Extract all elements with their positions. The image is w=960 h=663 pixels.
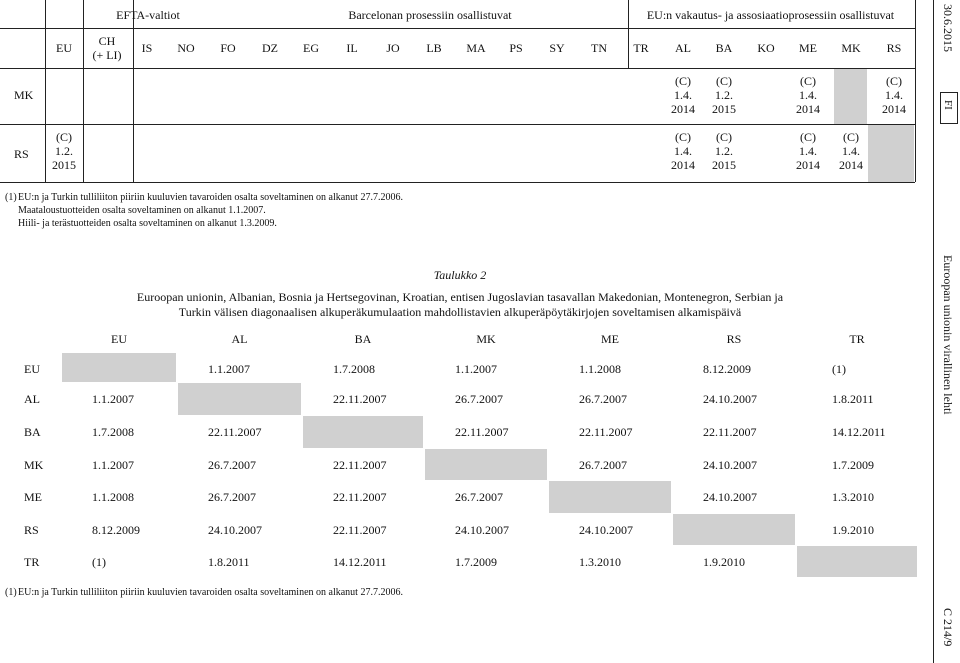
- table2-cell: 26.7.2007: [455, 392, 503, 406]
- top-footnote-line-1: EU:n ja Turkin tulliliiton piiriin kuuluvien tavaroiden osalta soveltaminen on alkanut 27.7.2006.: [18, 192, 403, 203]
- table2-empty-cell: [178, 383, 301, 415]
- table2-cell: 1.3.2010: [579, 555, 621, 569]
- table2-cell: 1.7.2009: [832, 458, 874, 472]
- top-footnote-marker: (1): [5, 192, 17, 203]
- table-cell: (C) 1.4. 2014: [671, 130, 695, 172]
- table2-cell: 22.11.2007: [579, 425, 633, 439]
- table2-cell: 1.1.2007: [92, 392, 134, 406]
- table2-cell: 26.7.2007: [208, 490, 256, 504]
- table2-cell: 1.7.2009: [455, 555, 497, 569]
- group-header-efta: EFTA-valtiot: [116, 8, 180, 22]
- group-header-sap: EU:n vakautus- ja assosiaatioprosessiin osallistuvat: [646, 8, 895, 22]
- column-header: IS: [141, 41, 153, 55]
- table2-empty-cell: [797, 546, 917, 577]
- table-cell: (C) 1.2. 2015: [52, 130, 76, 172]
- table-cell: (C) 1.2. 2015: [712, 130, 736, 172]
- table-cell: (C) 1.4. 2014: [671, 74, 695, 116]
- table2-cell: 14.12.2011: [333, 555, 387, 569]
- table2-empty-cell: [549, 481, 671, 513]
- table2-cell: 24.10.2007: [703, 458, 757, 472]
- table-caption: Taulukko 2: [433, 268, 487, 282]
- table2-cell: 1.8.2011: [208, 555, 250, 569]
- table2-cell: 24.10.2007: [703, 392, 757, 406]
- table-cell: (C) 1.4. 2014: [796, 130, 820, 172]
- margin-page: C 214/9: [941, 608, 955, 647]
- top-footnote-line-3: Hiili- ja terästuotteiden osalta soveltaminen on alkanut 1.3.2009.: [18, 218, 277, 229]
- table2-row-label: ME: [24, 490, 42, 504]
- margin-rule: [933, 0, 934, 663]
- table2-cell: 26.7.2007: [579, 458, 627, 472]
- table2-cell: 22.11.2007: [333, 523, 387, 537]
- table2-cell: 1.9.2010: [703, 555, 745, 569]
- table2-row-label: AL: [24, 392, 40, 406]
- column-header: EG: [303, 41, 319, 55]
- table-title-line-2: Turkin välisen diagonaalisen alkuperäkumulaation mahdollistavien alkuperäpöytäkirjojen soveltamisen alkamispäivä: [178, 305, 742, 319]
- table2-cell: 1.7.2008: [92, 425, 134, 439]
- column-header: LB: [426, 41, 442, 55]
- margin-date: 30.6.2015: [941, 4, 955, 52]
- table2-empty-cell: [303, 416, 423, 448]
- top-footnote-line-2: Maataloustuotteiden osalta soveltaminen on alkanut 1.1.2007.: [18, 205, 266, 216]
- table2-cell: (1): [92, 555, 106, 569]
- table2-empty-cell: [673, 514, 795, 545]
- table2-cell: 22.11.2007: [333, 392, 387, 406]
- row-label-rs: RS: [14, 147, 29, 161]
- column-header: DZ: [262, 41, 278, 55]
- table2-footnote: EU:n ja Turkin tulliliiton piiriin kuuluvien tavaroiden osalta soveltaminen on alkanut 27.7.2006.: [18, 587, 403, 598]
- column-header: SY: [549, 41, 565, 55]
- table2-cell: 24.10.2007: [208, 523, 262, 537]
- table2-cell: 26.7.2007: [455, 490, 503, 504]
- table2-row-label: EU: [24, 362, 40, 376]
- table2-row-label: TR: [24, 555, 40, 569]
- top-table: [0, 0, 915, 185]
- table2-column-header: BA: [354, 332, 372, 346]
- table2-cell: 1.1.2007: [208, 362, 250, 376]
- column-header: BA: [715, 41, 733, 55]
- table2-cell: 1.1.2007: [455, 362, 497, 376]
- column-header: PS: [509, 41, 523, 55]
- column-header: NO: [177, 41, 195, 55]
- row-label-mk: MK: [14, 88, 34, 102]
- table2-cell: 1.9.2010: [832, 523, 874, 537]
- table-cell: (C) 1.4. 2014: [882, 74, 906, 116]
- margin-journal: Euroopan unionin virallinen lehti: [941, 255, 955, 415]
- table2-empty-cell: [425, 449, 547, 480]
- table2-row-label: MK: [24, 458, 44, 472]
- table2-cell: 22.11.2007: [333, 490, 387, 504]
- column-header: KO: [757, 41, 775, 55]
- table-cell: (C) 1.4. 2014: [796, 74, 820, 116]
- table2-column-header: TR: [849, 332, 865, 346]
- table2-empty-cell: [62, 353, 176, 382]
- column-header: IL: [346, 41, 358, 55]
- margin-lang: FI: [942, 100, 954, 110]
- table2-cell: 1.7.2008: [333, 362, 375, 376]
- column-header: AL: [675, 41, 691, 55]
- column-header: MA: [466, 41, 486, 55]
- column-header: TN: [591, 41, 607, 55]
- table2-cell: 26.7.2007: [579, 392, 627, 406]
- table-cell: (C) 1.2. 2015: [712, 74, 736, 116]
- column-header: ME: [799, 41, 817, 55]
- table-title-line-1: Euroopan unionin, Albanian, Bosnia ja Hertsegovinan, Kroatian, entisen Jugoslavian tasavallan Makedonian, Montenegron, Serbian ja: [136, 290, 784, 304]
- table2-column-header: AL: [231, 332, 248, 346]
- column-header: RS: [886, 41, 902, 55]
- table2-cell: 1.3.2010: [832, 490, 874, 504]
- table2-cell: 24.10.2007: [579, 523, 633, 537]
- table2-column-header: RS: [726, 332, 742, 346]
- table2-cell: 22.11.2007: [208, 425, 262, 439]
- table2-cell: 8.12.2009: [92, 523, 140, 537]
- table2-row-label: RS: [24, 523, 39, 537]
- table2-cell: 24.10.2007: [455, 523, 509, 537]
- table2-cell: 14.12.2011: [832, 425, 886, 439]
- column-header: FO: [220, 41, 236, 55]
- table2-column-header: ME: [601, 332, 619, 346]
- table2-footnote-marker: (1): [5, 587, 17, 598]
- table2-cell: 24.10.2007: [703, 490, 757, 504]
- column-header: TR: [633, 41, 649, 55]
- column-header: CH (+ LI): [92, 34, 122, 62]
- table2-cell: (1): [832, 362, 846, 376]
- table2-cell: 22.11.2007: [455, 425, 509, 439]
- table2-row-label: BA: [24, 425, 41, 439]
- table2-cell: 1.1.2008: [579, 362, 621, 376]
- table2-cell: 22.11.2007: [703, 425, 757, 439]
- table2-cell: 8.12.2009: [703, 362, 751, 376]
- table-cell: (C) 1.4. 2014: [839, 130, 863, 172]
- group-header-barcelona: Barcelonan prosessiin osallistuvat: [348, 8, 512, 22]
- table2-cell: 1.1.2008: [92, 490, 134, 504]
- table2-column-header: EU: [111, 332, 127, 346]
- table2-column-header: MK: [476, 332, 496, 346]
- table2-cell: 26.7.2007: [208, 458, 256, 472]
- table2-cell: 22.11.2007: [333, 458, 387, 472]
- table2-cell: 1.1.2007: [92, 458, 134, 472]
- column-header: JO: [386, 41, 400, 55]
- column-header: EU: [56, 41, 72, 55]
- table2-cell: 1.8.2011: [832, 392, 874, 406]
- column-header: MK: [841, 41, 861, 55]
